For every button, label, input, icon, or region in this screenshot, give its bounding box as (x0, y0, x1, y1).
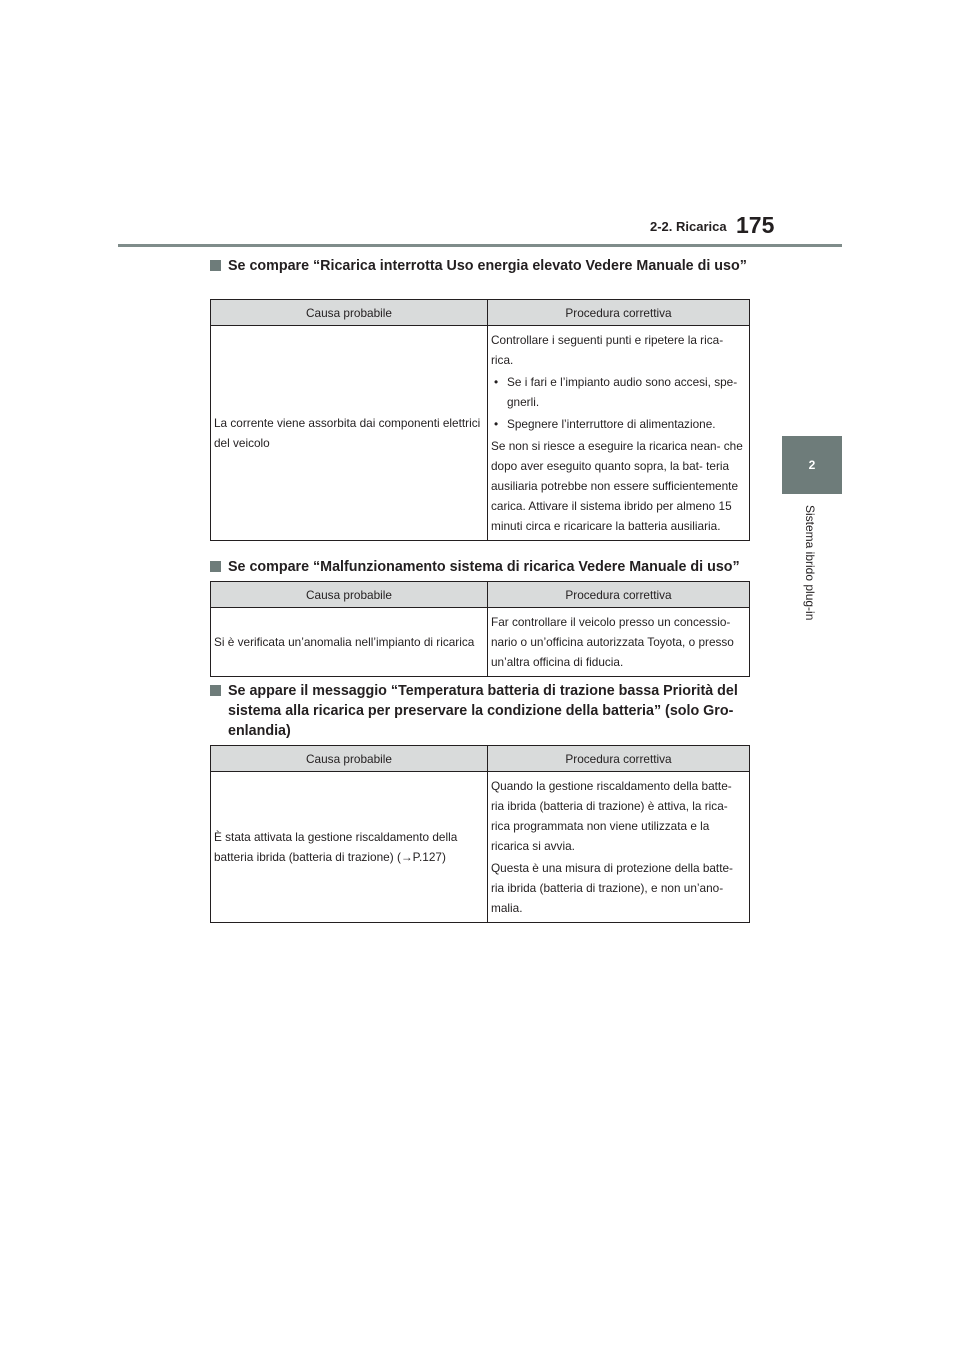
heading-text: Se appare il messaggio “Temperatura batteria di trazione bassa Priorità del sistema alla ricarica per preservare la condizione della batteria” (solo Gro- enlandia) (228, 683, 738, 739)
section-heading-3 (210, 681, 750, 741)
col-header-causa: Causa probabile (211, 300, 488, 326)
table-2 (210, 581, 750, 677)
bullet-item (491, 372, 746, 412)
section-heading-2 (210, 557, 750, 577)
procedure-cell (488, 608, 750, 677)
procedure-paragraph: Questa è una misura di protezione della batte- ria ibrida (batteria di trazione), e non un’ano- malia. (491, 861, 733, 915)
table-row (211, 772, 750, 923)
bullet-dot-icon: • (494, 375, 499, 389)
table-header-row (211, 582, 750, 608)
col-header-procedura: Procedura correttiva (488, 300, 750, 326)
col-header-causa: Causa probabile (211, 582, 488, 608)
procedure-paragraph: Quando la gestione riscaldamento della batte- ria ibrida (batteria di trazione) è attiva, la rica- rica programmata non viene utilizzata e la ricarica si avvia. (491, 779, 732, 853)
page-number: 175 (736, 212, 775, 238)
cause-text: È stata attivata la gestione riscaldamento della batteria ibrida (batteria di trazione) (→P.127) (214, 830, 458, 864)
square-bullet-icon (210, 260, 221, 271)
procedure-text: Far controllare il veicolo presso un concessio- nario o un’officina autorizzata Toyota, o presso un’altra officina di fiducia. (491, 615, 734, 669)
section-heading-1 (210, 256, 750, 276)
col-header-procedura: Procedura correttiva (488, 746, 750, 772)
bullet-text: Spegnere l’interruttore di alimentazione. (507, 417, 716, 431)
table-1 (210, 299, 750, 541)
cause-text: Si è verificata un’anomalia nell’impianto di ricarica (214, 635, 475, 649)
square-bullet-icon (210, 561, 221, 572)
procedure-outro: Se non si riesce a eseguire la ricarica nean- che dopo aver eseguito quanto sopra, la bat- teria ausiliaria potrebbe non essere sufficientemente carica. Attivare il sistema ibrido per almeno 15 minuti circa e ricaricare la batteria ausiliaria. (491, 439, 743, 533)
chapter-label: Sistema ibrido plug-in (803, 505, 817, 621)
table-3 (210, 745, 750, 923)
bullet-text: Se i fari e l’impianto audio sono accesi, spe- gnerli. (507, 375, 738, 409)
header-divider (118, 244, 842, 247)
cause-cell (211, 608, 488, 677)
bullet-item (491, 414, 746, 434)
square-bullet-icon (210, 685, 221, 696)
col-header-causa: Causa probabile (211, 746, 488, 772)
procedure-cell (488, 326, 750, 541)
heading-text: Se compare “Malfunzionamento sistema di ricarica Vedere Manuale di uso” (228, 559, 740, 575)
procedure-intro: Controllare i seguenti punti e ripetere la rica- rica. (491, 333, 724, 367)
cause-text: La corrente viene assorbita dai componenti elettrici del veicolo (214, 416, 481, 450)
col-header-procedura: Procedura correttiva (488, 582, 750, 608)
table-header-row (211, 746, 750, 772)
chapter-tab[interactable]: 2 (782, 436, 842, 494)
table-header-row (211, 300, 750, 326)
bullet-dot-icon: • (494, 417, 499, 431)
cause-cell (211, 326, 488, 541)
procedure-cell (488, 772, 750, 923)
table-row (211, 608, 750, 677)
cause-cell (211, 772, 488, 923)
section-title: 2-2. Ricarica (650, 219, 727, 234)
table-row (211, 326, 750, 541)
heading-text: Se compare “Ricarica interrotta Uso energia elevato Vedere Manuale di uso” (228, 258, 747, 274)
